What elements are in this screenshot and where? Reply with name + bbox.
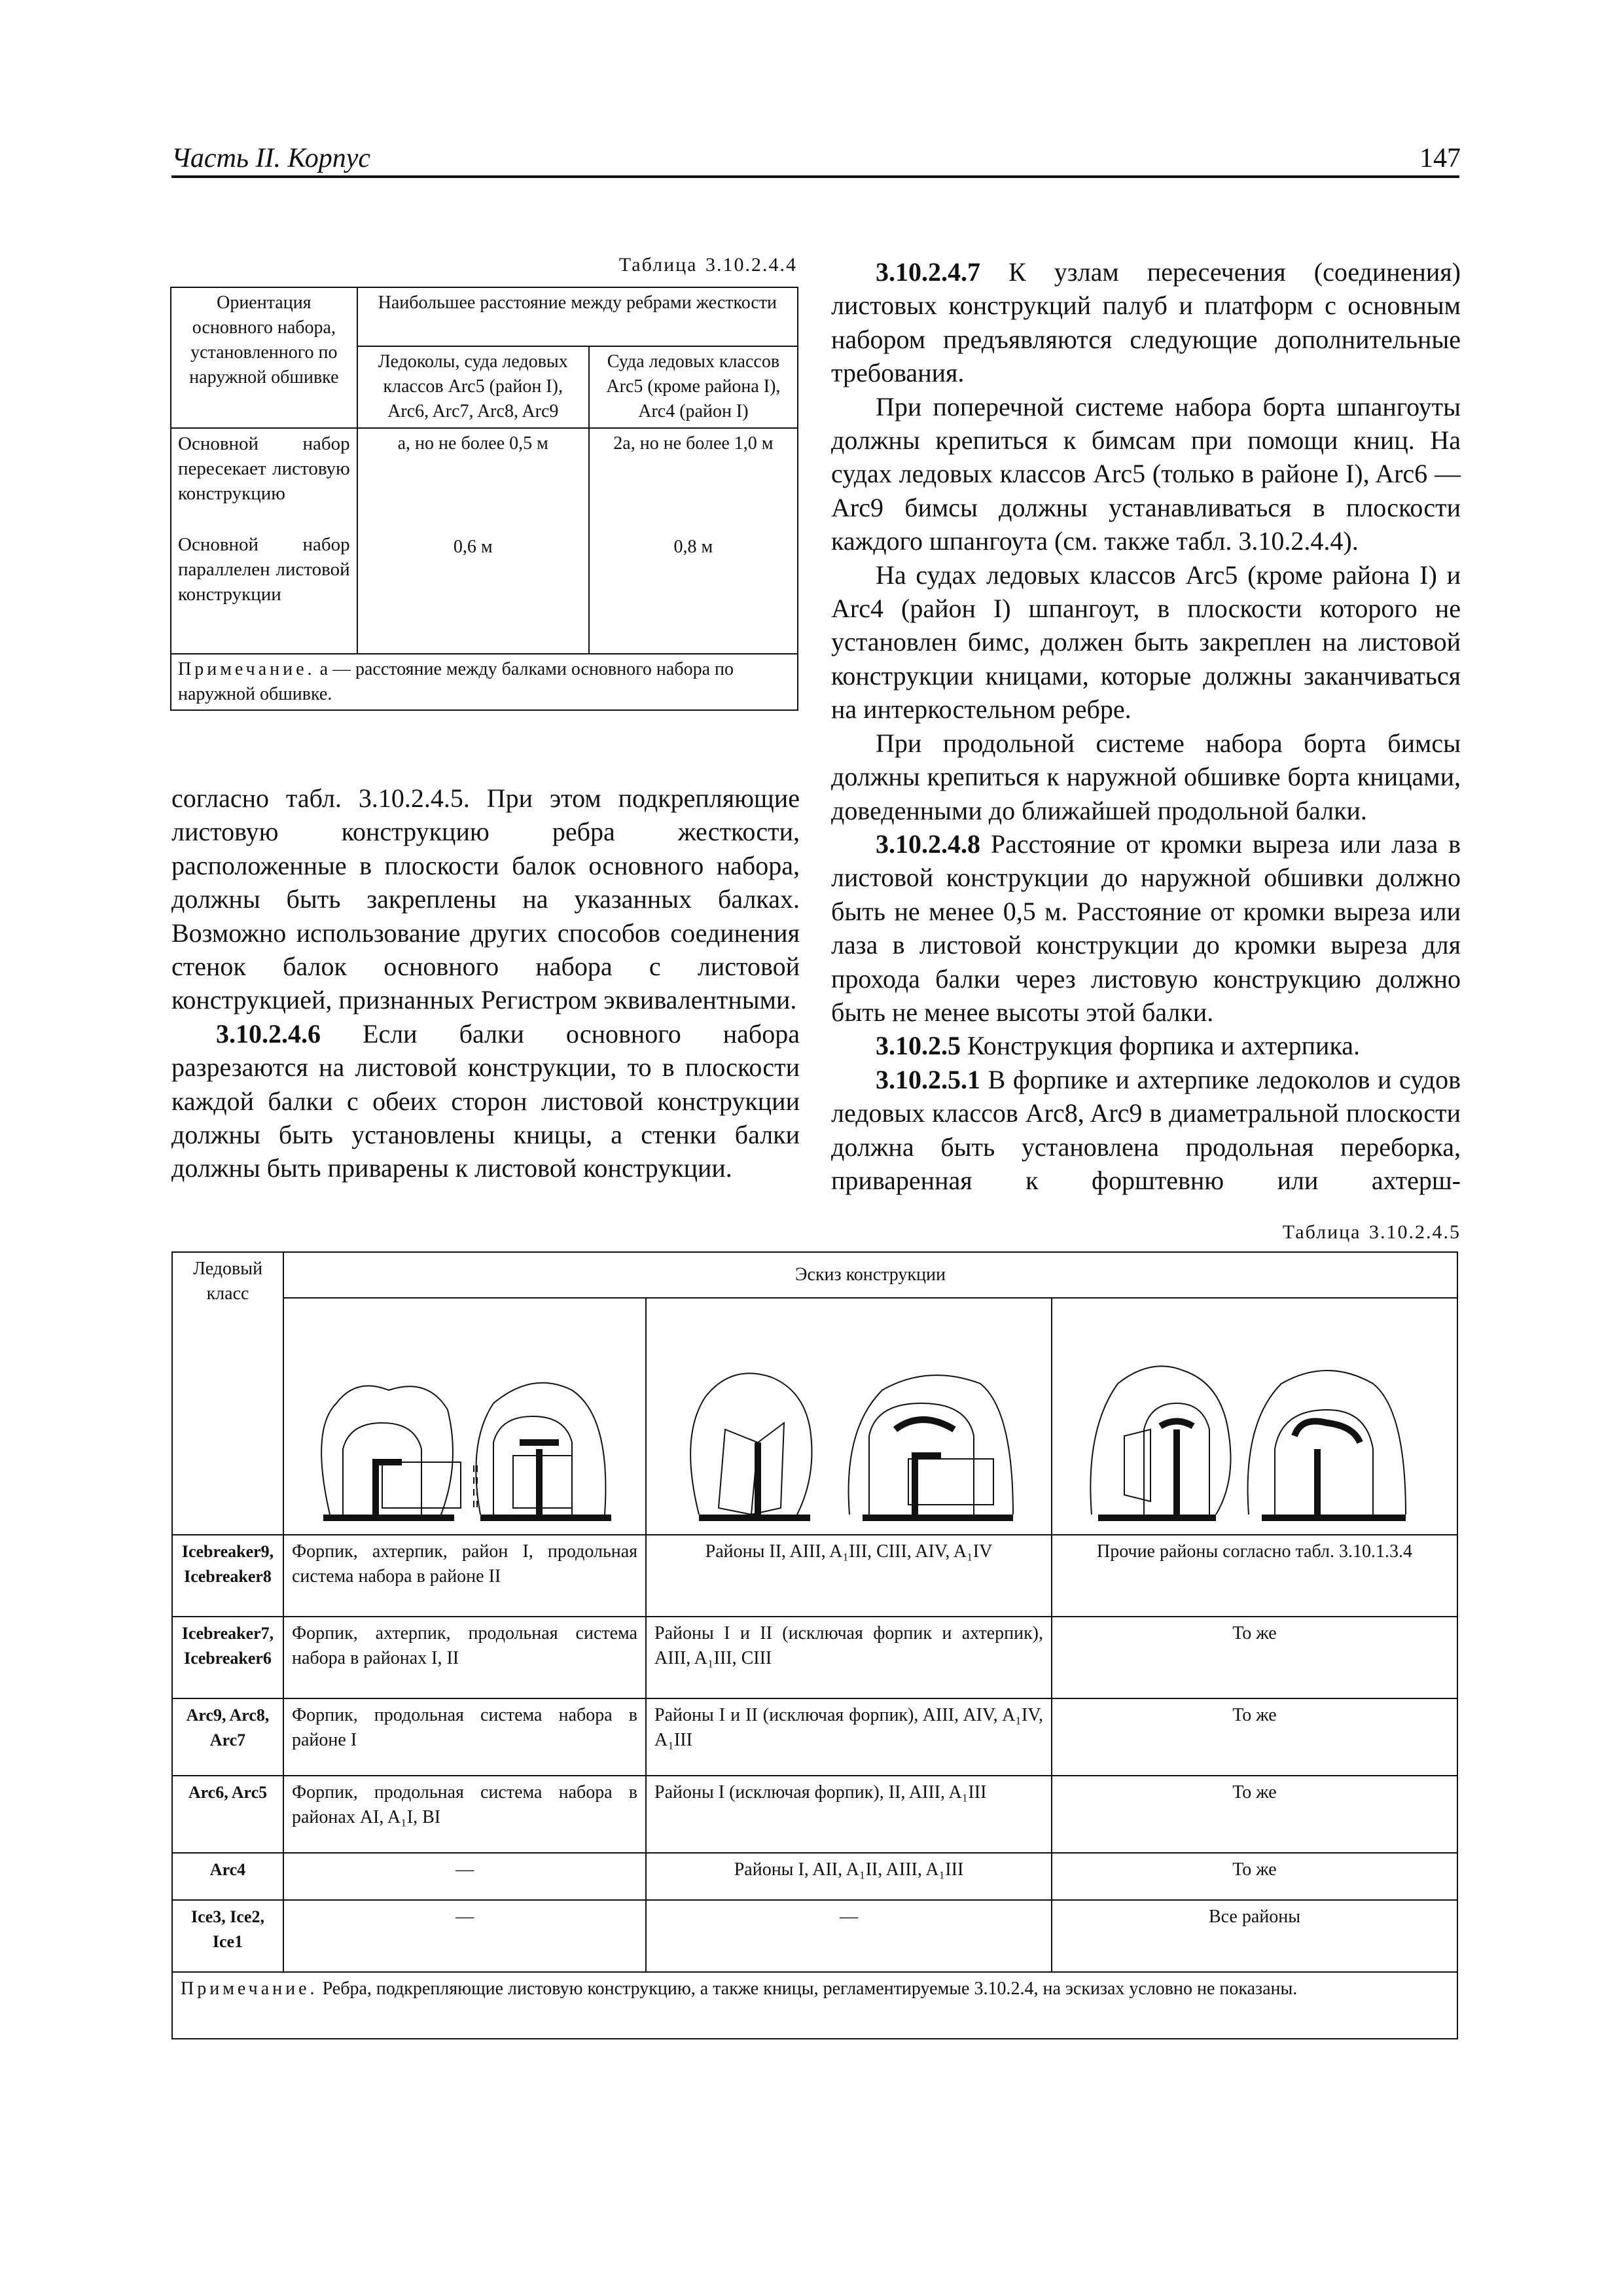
sketch-bracket-4 bbox=[895, 1420, 954, 1429]
header-rule bbox=[171, 175, 1459, 178]
table2-row6-sketch1: — bbox=[283, 1900, 646, 1972]
table1-caption bbox=[619, 254, 797, 276]
table2-row6-sketch2: — bbox=[646, 1900, 1052, 1972]
clause-3-10-2-4-8: 3.10.2.4.8 bbox=[876, 829, 980, 859]
clause-3-10-2-4-6: 3.10.2.4.6 bbox=[216, 1018, 321, 1049]
table1-note-text: a — расстояние между балками основного набора по наружной обшивке. bbox=[178, 659, 734, 704]
table2-row6-class: Ice3, Ice2, Ice1 bbox=[172, 1900, 283, 1972]
table2-row3-sketch2: Районы I и II (исключая форпик), AIII, AIV, A₁IV, A₁III bbox=[646, 1698, 1052, 1776]
table1-head-icebreakers: Ледоколы, суда ледовых классов Arc5 (район I), Arc6, Arc7, Arc8, Arc9 bbox=[357, 346, 589, 428]
table1-row2-value1: 0,6 м bbox=[453, 537, 493, 557]
sketch-plate-3 bbox=[719, 1429, 758, 1515]
right-paragraph-1 bbox=[831, 255, 1461, 390]
right-column bbox=[831, 255, 1461, 1197]
table2-row1-sketch2: Районы II, AIII, A₁III, CIII, AIV, A₁IV bbox=[646, 1535, 1052, 1617]
table1-note bbox=[171, 654, 798, 710]
table1-row1-label: Основной набор пересекает листовую конструкцию bbox=[178, 433, 350, 504]
table2-row bbox=[172, 1698, 1457, 1776]
table1-row2-label: Основной набор параллелен листовой конструкции bbox=[178, 534, 350, 605]
table2-row3-sketch3: То же bbox=[1052, 1698, 1457, 1776]
table2-note-text: Ребра, подкрепляющие листовую конструкцию, а также кницы, регламентируемые 3.10.2.4, на эскизах условно не показаны. bbox=[322, 1979, 1298, 1999]
sketch-cell-1 bbox=[283, 1298, 646, 1535]
right-paragraph-2: При поперечной системе набора борта шпангоуты должны крепиться к бимсам при помощи книц. На судах ледовых классов Arc5 (только в районе I), Arc6 — Arc9 бимсы должны устанавливаться в плоскости каждого шпангоута (см. также табл. 3.10.2.4.4). bbox=[831, 391, 1461, 556]
page-number: 147 bbox=[1419, 143, 1461, 173]
right-paragraph-1-text: К узлам пересечения (соединения) листовых конструкций палуб и платформ с основным набором предъявляются следующие дополнительные требования. bbox=[831, 257, 1461, 388]
sketch-flange-5 bbox=[1160, 1422, 1193, 1427]
table2-note-word: Примечание. bbox=[181, 1979, 318, 1999]
table2-row1-sketch1: Форпик, ахтерпик, район I, продольная система набора в районе II bbox=[283, 1535, 646, 1617]
sketch-outline-6 bbox=[1248, 1371, 1406, 1515]
table2-row1-sketch3: Прочие районы согласно табл. 3.10.1.3.4 bbox=[1052, 1535, 1457, 1617]
table2-row2-sketch2: Районы I и II (исключая форпик и ахтерпик), AIII, A₁III, CIII bbox=[646, 1617, 1052, 1698]
clause-3-10-2-4-7: 3.10.2.4.7 bbox=[876, 257, 980, 287]
sketch-frame-4 bbox=[915, 1456, 941, 1515]
right-paragraph-4: При продольной системе набора борта бимсы должны крепиться к наружной обшивке борта кницами, доведенными до ближайшей продольной балки. bbox=[831, 728, 1461, 825]
table1-head-ice-class: Суда ледовых классов Arc5 (кроме района I), Arc4 (район I) bbox=[589, 346, 798, 428]
clause-3-10-2-5-1: 3.10.2.5.1 bbox=[876, 1064, 980, 1094]
right-paragraph-6-text: Конструкция форпика и ахтерпика. bbox=[967, 1031, 1361, 1061]
table2-row bbox=[172, 1900, 1457, 1972]
sketch-cell-2 bbox=[646, 1298, 1052, 1535]
table2-row3-sketch1: Форпик, продольная система набора в районе I bbox=[283, 1698, 646, 1776]
left-paragraph-1: согласно табл. 3.10.2.4.5. При этом подкрепляющие листовую конструкцию ребра жесткости, расположенные в плоскости балок основного набора, должны быть закреплены на указанных балках. Возможно использование других способов соединения стенок балок основного набора с листовой конструкцией, признанных Регистром эквивалентными. bbox=[171, 783, 800, 1015]
table1-head-orientation: Ориентация основного набора, установленного по наружной обшивке bbox=[171, 287, 357, 428]
table1-col-icebreakers bbox=[357, 428, 589, 654]
table1-col-ice-class bbox=[589, 428, 798, 654]
table1-head-group: Наибольшее расстояние между ребрами жесткости bbox=[357, 287, 798, 346]
table2-row5-sketch3: То же bbox=[1052, 1853, 1457, 1900]
table2-row2-class: Icebreaker7, Icebreaker6 bbox=[172, 1617, 283, 1698]
sketch-plate-5 bbox=[908, 1459, 993, 1505]
right-paragraph-5 bbox=[831, 827, 1461, 1029]
right-paragraph-6 bbox=[831, 1029, 1461, 1062]
right-paragraph-7 bbox=[831, 1063, 1461, 1198]
table2-row bbox=[172, 1853, 1457, 1900]
table2-row2-sketch1: Форпик, ахтерпик, продольная система набора в районах I, II bbox=[283, 1617, 646, 1698]
table2-row bbox=[172, 1617, 1457, 1698]
sketch-longitudinal-frames bbox=[284, 1299, 645, 1534]
table1-note-word: Примечание. bbox=[178, 659, 315, 679]
table2-caption-number: 3.10.2.4.5 bbox=[1369, 1221, 1461, 1243]
table1-caption-word: Таблица bbox=[618, 254, 698, 276]
table2-row bbox=[172, 1535, 1457, 1617]
table1 bbox=[170, 287, 798, 711]
sketch-outline-1 bbox=[321, 1386, 453, 1515]
table1-row1-value1: a, но не более 0,5 м bbox=[397, 433, 548, 454]
sketch-frame-1 bbox=[376, 1462, 402, 1515]
clause-3-10-2-5: 3.10.2.5 bbox=[876, 1031, 961, 1061]
sketch-other-regions bbox=[1052, 1299, 1457, 1534]
left-paragraph-2 bbox=[171, 1017, 800, 1185]
sketch-plate-6 bbox=[1124, 1429, 1150, 1501]
table1-row2-value2: 0,8 м bbox=[673, 537, 713, 557]
table2-row4-class: Arc6, Arc5 bbox=[172, 1776, 283, 1853]
sketch-transverse-frames bbox=[647, 1299, 1051, 1534]
table1-row1-value2: 2a, но не более 1,0 м bbox=[613, 433, 774, 454]
table2-head-sketch: Эскиз конструкции bbox=[283, 1252, 1457, 1298]
sketch-inner-6 bbox=[1275, 1410, 1373, 1515]
left-column bbox=[171, 781, 800, 1185]
table2-row bbox=[172, 1776, 1457, 1853]
table2-caption bbox=[1283, 1221, 1461, 1244]
table2-row1-class: Icebreaker9, Icebreaker8 bbox=[172, 1535, 283, 1617]
right-paragraph-3: На судах ледовых классов Arc5 (кроме района I) и Arc4 (район I) шпангоут, в плоскости которого не установлен бимс, должен быть закреплен на листовой конструкции кницами, которые должны заканчиваться на интеркостельном ребре. bbox=[831, 560, 1461, 725]
table2-head-class: Ледовый класс bbox=[172, 1252, 283, 1535]
table2-row4-sketch3: То же bbox=[1052, 1776, 1457, 1853]
table2-note bbox=[172, 1972, 1457, 2039]
table2-row2-sketch3: То же bbox=[1052, 1617, 1457, 1698]
table2-row5-sketch2: Районы I, AII, A₁II, AIII, A₁III bbox=[646, 1853, 1052, 1900]
table2-row6-sketch3: Все районы bbox=[1052, 1900, 1457, 1972]
sketch-bracket-6 bbox=[1294, 1422, 1360, 1443]
table2-row5-class: Arc4 bbox=[172, 1853, 283, 1900]
sketch-outline-3 bbox=[690, 1373, 812, 1515]
table1-row-label bbox=[171, 428, 357, 654]
table2 bbox=[171, 1251, 1458, 2039]
table2-row4-sketch2: Районы I (исключая форпик), II, AIII, A₁III bbox=[646, 1776, 1052, 1853]
table2-row3-class: Arc9, Arc8, Arc7 bbox=[172, 1698, 283, 1776]
table1-caption-number: 3.10.2.4.4 bbox=[705, 254, 797, 276]
right-paragraph-7-text: В форпике и ахтерпике ледоколов и судов ледовых классов Arc8, Arc9 в диаметральной плоскости должна быть установлена продольная переборка, приваренная к форштевню или ахтерш- bbox=[831, 1064, 1461, 1195]
right-paragraph-5-text: Расстояние от кромки выреза или лаза в листовой конструкции до наружной обшивки должно быть не менее 0,5 м. Расстояние от кромки выреза или лаза в листовой конструкции до кромки выреза для прохода балки через листовую конструкцию должно быть не менее высоты этой балки. bbox=[831, 829, 1461, 1027]
sketch-cell-3 bbox=[1052, 1298, 1457, 1535]
sketch-outline-4 bbox=[849, 1375, 1013, 1515]
sketch-inner-2 bbox=[493, 1416, 572, 1515]
running-header-title: Часть II. Корпус bbox=[171, 143, 371, 173]
table2-caption-word: Таблица bbox=[1282, 1221, 1361, 1243]
table2-row4-sketch1: Форпик, продольная система набора в районах AI, A₁I, BI bbox=[283, 1776, 646, 1853]
left-paragraph-2-text: Если балки основного набора разрезаются на листовой конструкции, то в плоскости каждой балки с обеих сторон листовой конструкции должны быть установлены кницы, а стенки балки должны быть приварены к листовой конструкции. bbox=[171, 1018, 800, 1183]
table2-row5-sketch1: — bbox=[283, 1853, 646, 1900]
